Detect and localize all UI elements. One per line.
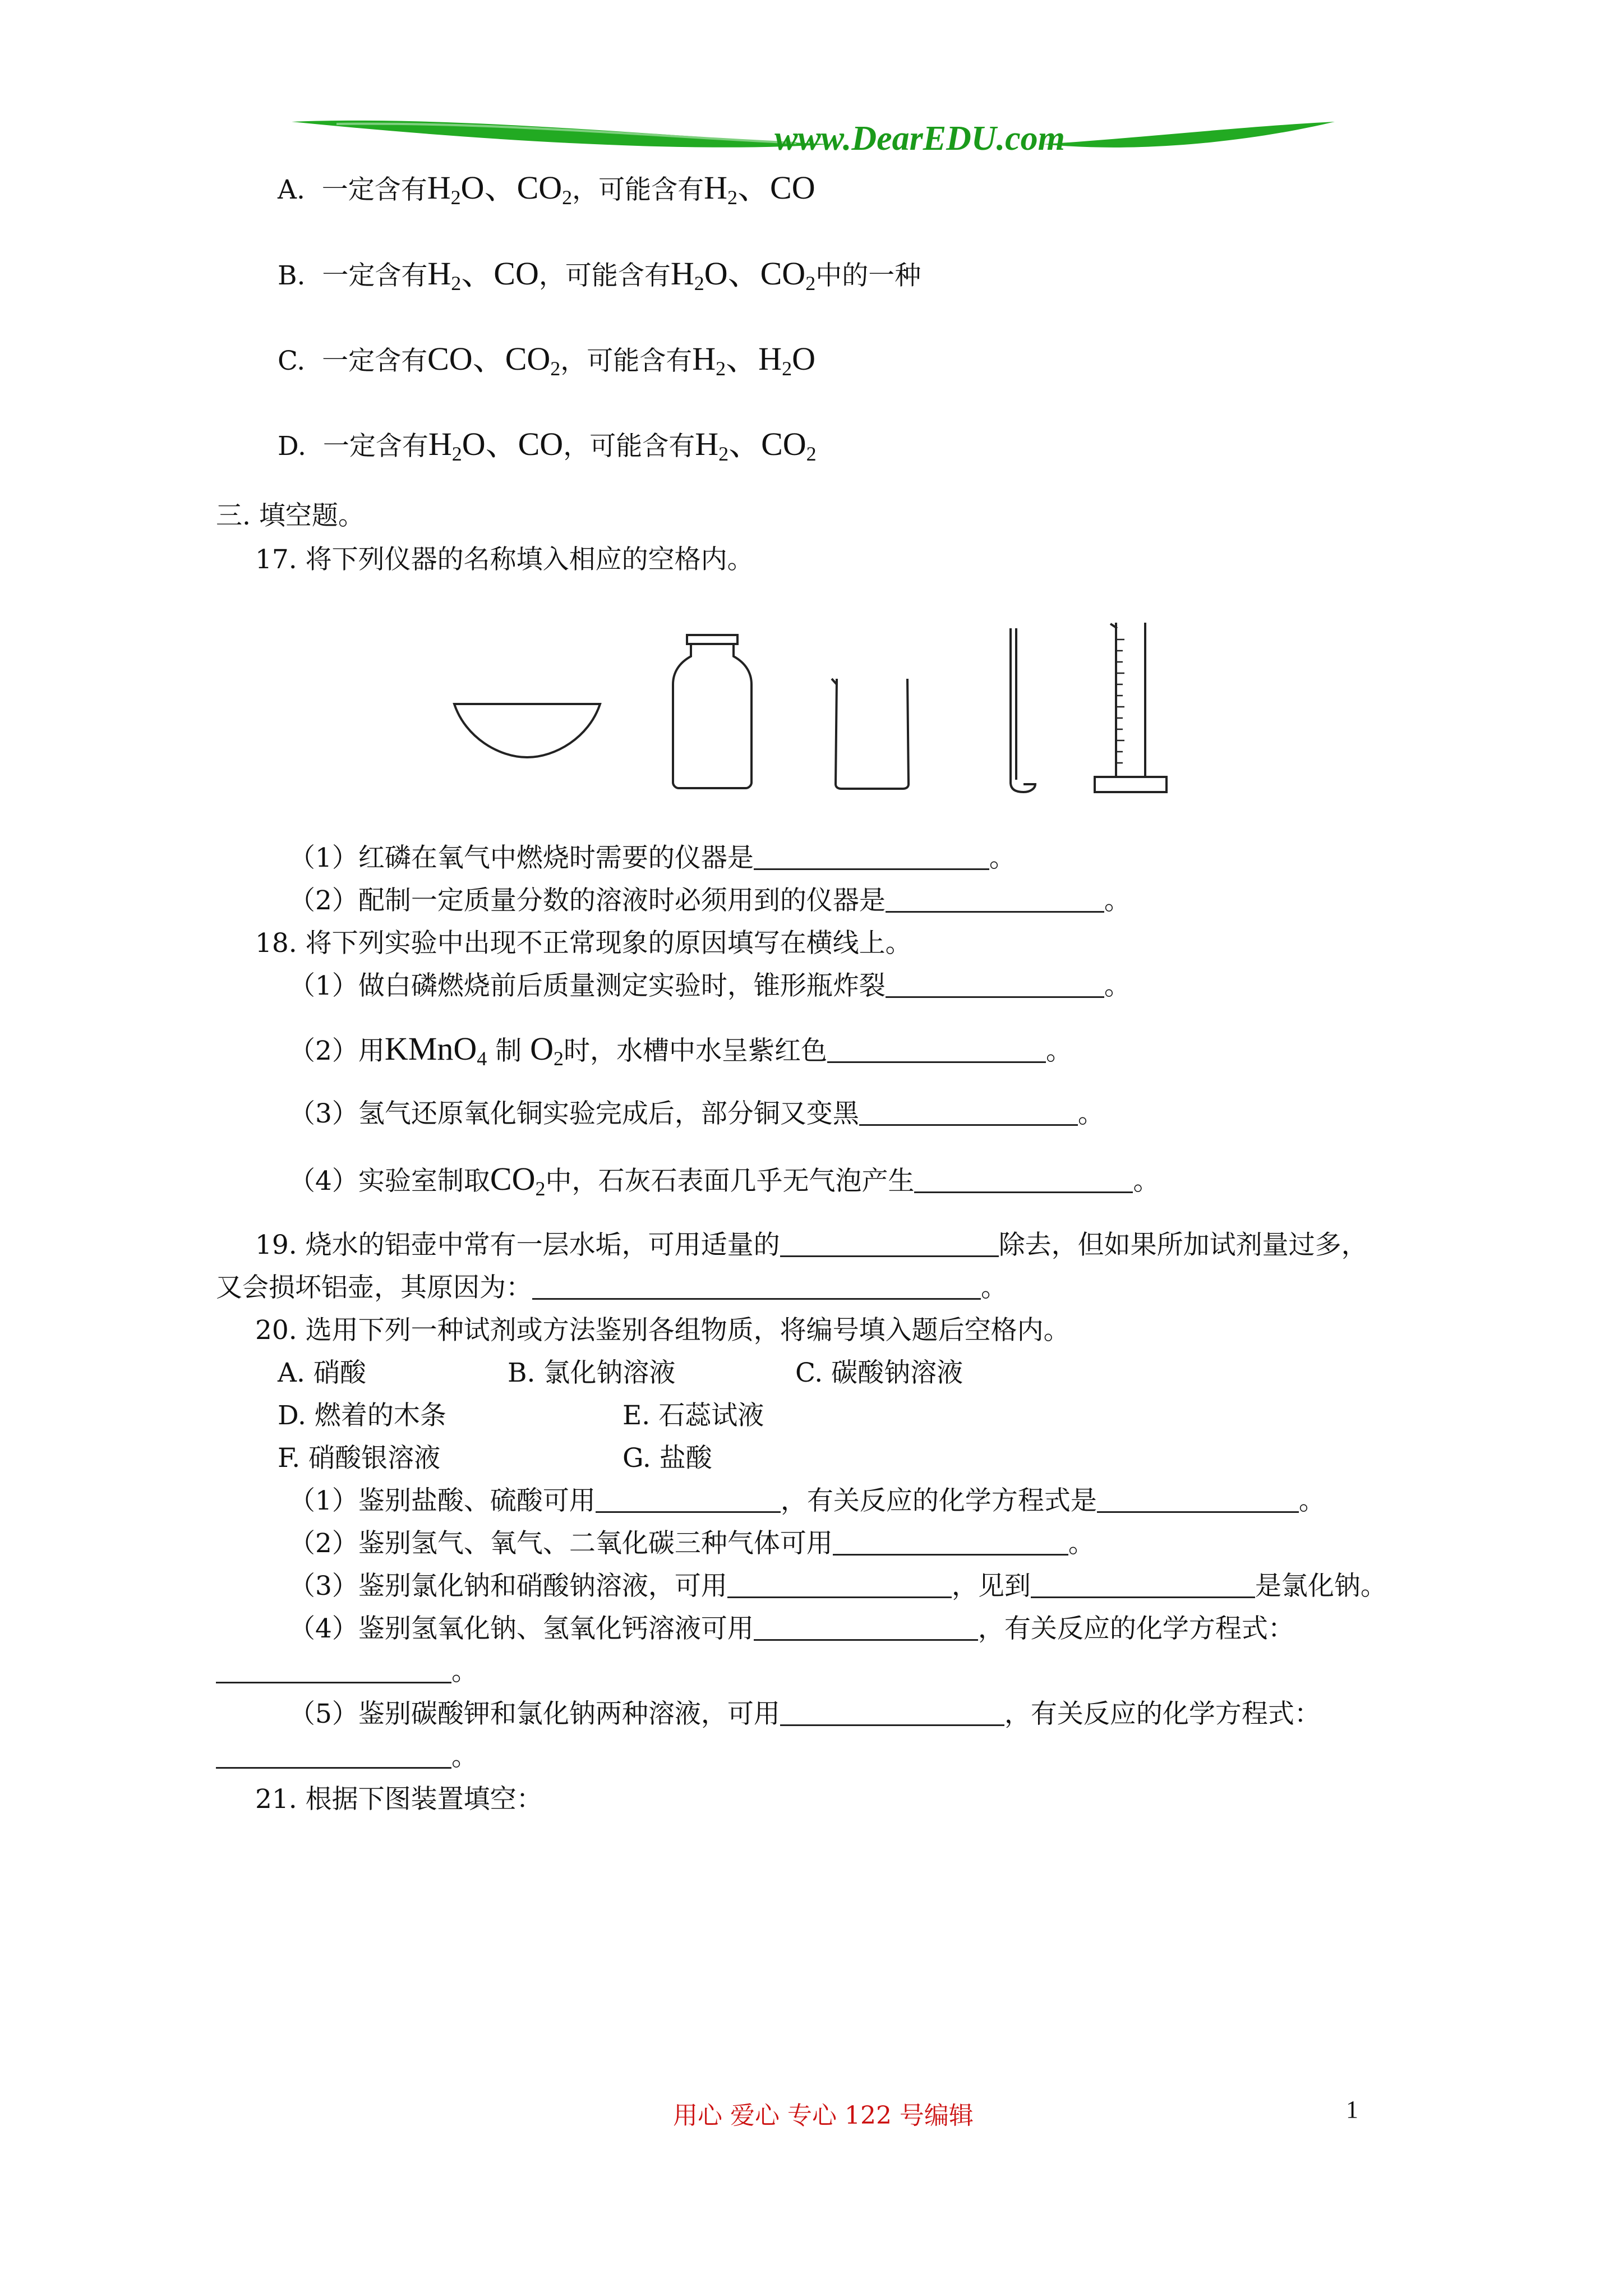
answer-blank[interactable] xyxy=(1097,1484,1299,1513)
q18-part4-text-a: （4）实验室制取 xyxy=(289,1166,490,1197)
q20-choice-d: D. 燃着的木条 xyxy=(278,1400,446,1431)
chem-kmno4: KMnO$_4$ xyxy=(384,1030,487,1070)
option-c xyxy=(278,342,815,385)
option-key: B. xyxy=(278,260,306,291)
q18-part2-text-a: （2）用 xyxy=(289,1036,385,1066)
answer-blank[interactable] xyxy=(780,1228,999,1257)
chem-o2: $O_2$ xyxy=(530,1030,564,1070)
period: 。 xyxy=(451,1741,478,1772)
q20-part4-answer xyxy=(216,1655,478,1688)
answer-blank[interactable] xyxy=(780,1697,1004,1726)
period: 。 xyxy=(1068,1528,1095,1559)
option-mid: ，可能含有 xyxy=(560,346,693,376)
q19-text-c: 又会损坏铝壶，其原因为： xyxy=(216,1272,532,1303)
q20-choice-b: B. 氯化钠溶液 xyxy=(508,1358,676,1388)
answer-blank[interactable] xyxy=(216,1740,451,1769)
option-pre: 一定含有 xyxy=(321,174,427,205)
page-number: 1 xyxy=(1346,2096,1358,2123)
q20-choice-a: A. 硝酸 xyxy=(278,1358,366,1388)
header-swoosh-icon xyxy=(292,109,1335,165)
q19-text-a: 19. 烧水的铝壶中常有一层水垢，可用适量的 xyxy=(255,1230,780,1260)
section-title: 三. 填空题。 xyxy=(216,500,365,531)
chem-text: H xyxy=(670,255,694,292)
q20-part3 xyxy=(289,1570,1387,1603)
chem-formula-2 xyxy=(670,255,816,295)
option-key: D. xyxy=(278,431,306,462)
period: 。 xyxy=(981,1272,1007,1303)
chem-text: 、CO xyxy=(737,169,815,206)
q18-stem: 18. 将下列实验中出现不正常现象的原因填写在横线上。 xyxy=(255,928,912,959)
q20-choice-f: F. 硝酸银溶液 xyxy=(278,1443,441,1474)
q17-part1-text: （1）红磷在氧气中燃烧时需要的仪器是 xyxy=(289,843,754,873)
chem-formula-2 xyxy=(692,341,815,380)
period: 。 xyxy=(989,843,1016,873)
answer-blank[interactable] xyxy=(596,1484,781,1513)
combustion-spoon-icon xyxy=(1011,628,1035,792)
apparatus-figure xyxy=(437,617,1223,797)
chem-co2: $CO_2$ xyxy=(490,1161,546,1200)
chem-subscript: 2 xyxy=(782,357,792,380)
chem-text: H xyxy=(692,341,716,377)
q18-part1 xyxy=(289,969,1131,1003)
chem-formula-1 xyxy=(427,341,561,380)
option-mid: ，可能含有 xyxy=(572,174,704,205)
header-banner xyxy=(292,109,1335,165)
q17-part2 xyxy=(289,884,1131,918)
q20-part5-text-b: ，有关反应的化学方程式： xyxy=(1004,1699,1321,1729)
q18-part3-text: （3）氢气还原氧化铜实验完成后，部分铜又变黑 xyxy=(289,1098,859,1129)
chem-text: H xyxy=(704,169,728,206)
q20-choice-c: C. 碳酸钠溶液 xyxy=(795,1358,963,1388)
period: 。 xyxy=(1077,1098,1104,1129)
chem-subscript: 2 xyxy=(806,443,817,465)
site-logo-text: www.DearEDU.com xyxy=(774,119,1065,158)
q20-part3-text-b: ，见到 xyxy=(951,1571,1031,1602)
option-mid: ，可能含有 xyxy=(538,260,671,291)
gas-jar-icon xyxy=(673,635,751,788)
chem-subscript: 2 xyxy=(451,272,462,295)
chem-text: O xyxy=(460,169,485,206)
chem-formula-1 xyxy=(427,255,539,295)
q21-stem: 21. 根据下图装置填空： xyxy=(255,1784,543,1815)
option-a xyxy=(278,171,815,214)
q18-part3 xyxy=(289,1097,1104,1131)
q18-part2-text-b: 制 xyxy=(495,1036,522,1066)
option-post: 中的一种 xyxy=(815,260,921,291)
q20-part4-text-a: （4）鉴别氢氧化钠、氢氧化钙溶液可用 xyxy=(289,1613,754,1644)
answer-blank[interactable] xyxy=(914,1165,1133,1193)
period: 。 xyxy=(1046,1036,1073,1066)
answer-blank[interactable] xyxy=(886,969,1104,998)
q19-text-b: 除去，但如果所加试剂量过多， xyxy=(998,1230,1368,1260)
answer-blank[interactable] xyxy=(859,1097,1078,1126)
answer-blank[interactable] xyxy=(532,1271,981,1300)
chem-subscript: 2 xyxy=(450,186,461,209)
q20-part5 xyxy=(289,1697,1321,1731)
q20-part2 xyxy=(289,1527,1095,1561)
chem-subscript: 2 xyxy=(805,272,816,295)
answer-blank[interactable] xyxy=(1031,1570,1255,1598)
period: 。 xyxy=(451,1656,478,1687)
q20-part5-text-a: （5）鉴别碳酸钾和氯化钠两种溶液，可用 xyxy=(289,1699,780,1729)
period: 。 xyxy=(1104,885,1131,916)
chem-formula-1 xyxy=(428,426,564,465)
q20-part3-text-a: （3）鉴别氯化钠和硝酸钠溶液，可用 xyxy=(289,1571,727,1602)
q20-part3-text-c: 是氯化钠。 xyxy=(1255,1571,1387,1602)
q19-line1 xyxy=(255,1228,1368,1262)
chem-text: O、CO xyxy=(704,255,806,292)
period: 。 xyxy=(1298,1485,1325,1516)
q17-part1 xyxy=(289,841,1016,875)
chem-subscript: 2 xyxy=(562,186,573,209)
chem-text: 、CO xyxy=(484,169,562,206)
chem-subscript: 2 xyxy=(694,272,704,295)
answer-blank[interactable] xyxy=(886,884,1104,913)
period: 。 xyxy=(1104,970,1131,1001)
beaker-icon xyxy=(832,679,909,789)
q17-part2-text: （2）配制一定质量分数的溶液时必须用到的仪器是 xyxy=(289,885,886,916)
q18-part2-text-c: 时，水槽中水呈紫红色 xyxy=(564,1036,828,1066)
chem-text: H xyxy=(427,255,451,292)
chem-text: CO、CO xyxy=(427,341,551,377)
q20-part4-text-b: ，有关反应的化学方程式： xyxy=(978,1613,1294,1644)
graduated-cylinder-icon xyxy=(1095,623,1166,792)
footer-text: 用心 爱心 专心 122 号编辑 xyxy=(673,2101,974,2130)
option-pre: 一定含有 xyxy=(322,431,428,462)
option-b xyxy=(278,257,921,300)
chem-text: 、H xyxy=(726,341,782,377)
chem-subscript: 2 xyxy=(451,443,462,465)
chem-text: O xyxy=(792,341,815,377)
q18-part2 xyxy=(289,1032,1072,1075)
option-key: A. xyxy=(278,174,305,205)
chem-formula-2 xyxy=(704,169,815,209)
q20-choice-e: E. 石蕊试液 xyxy=(623,1400,764,1431)
q19-line2 xyxy=(216,1271,1007,1305)
chem-text: 、CO xyxy=(461,255,539,292)
answer-blank[interactable] xyxy=(754,841,989,870)
q17-stem: 17. 将下列仪器的名称填入相应的空格内。 xyxy=(255,544,754,575)
chem-text: H xyxy=(695,426,719,462)
answer-blank[interactable] xyxy=(216,1655,451,1683)
chem-text: O、CO xyxy=(462,426,564,462)
option-key: C. xyxy=(278,346,306,376)
period: 。 xyxy=(1133,1166,1160,1197)
option-d xyxy=(278,427,817,471)
answer-blank[interactable] xyxy=(827,1034,1046,1063)
answer-blank[interactable] xyxy=(754,1612,978,1641)
option-pre: 一定含有 xyxy=(322,346,428,376)
chem-text: 、CO xyxy=(728,426,806,462)
chem-subscript: 2 xyxy=(718,443,729,465)
q20-part1-text-b: ，有关反应的化学方程式是 xyxy=(780,1485,1097,1516)
answer-blank[interactable] xyxy=(833,1527,1068,1556)
q18-part1-text: （1）做白磷燃烧前后质量测定实验时，锥形瓶炸裂 xyxy=(289,970,886,1001)
chem-subscript: 2 xyxy=(716,357,726,380)
chem-text: H xyxy=(427,169,451,206)
q20-part4 xyxy=(289,1612,1294,1646)
q18-part4 xyxy=(289,1162,1159,1205)
q20-stem: 20. 选用下列一种试剂或方法鉴别各组物质，将编号填入题后空格内。 xyxy=(255,1315,1070,1346)
option-mid: ，可能含有 xyxy=(563,431,695,462)
q20-part1-text-a: （1）鉴别盐酸、硫酸可用 xyxy=(289,1485,596,1516)
evaporating-dish-icon xyxy=(454,704,600,757)
chem-formula-2 xyxy=(695,426,817,465)
q20-part1 xyxy=(289,1484,1325,1518)
answer-blank[interactable] xyxy=(727,1570,952,1598)
q20-part5-answer xyxy=(216,1740,478,1774)
chem-formula-1 xyxy=(427,169,573,209)
q18-part4-text-b: 中，石灰石表面几乎无气泡产生 xyxy=(545,1166,915,1197)
q20-choice-g: G. 盐酸 xyxy=(623,1443,712,1474)
q20-part2-text: （2）鉴别氢气、氧气、二氧化碳三种气体可用 xyxy=(289,1528,833,1559)
chem-text: H xyxy=(428,426,452,462)
chem-subscript: 2 xyxy=(550,357,561,380)
chem-subscript: 2 xyxy=(727,186,738,209)
option-pre: 一定含有 xyxy=(322,260,428,291)
